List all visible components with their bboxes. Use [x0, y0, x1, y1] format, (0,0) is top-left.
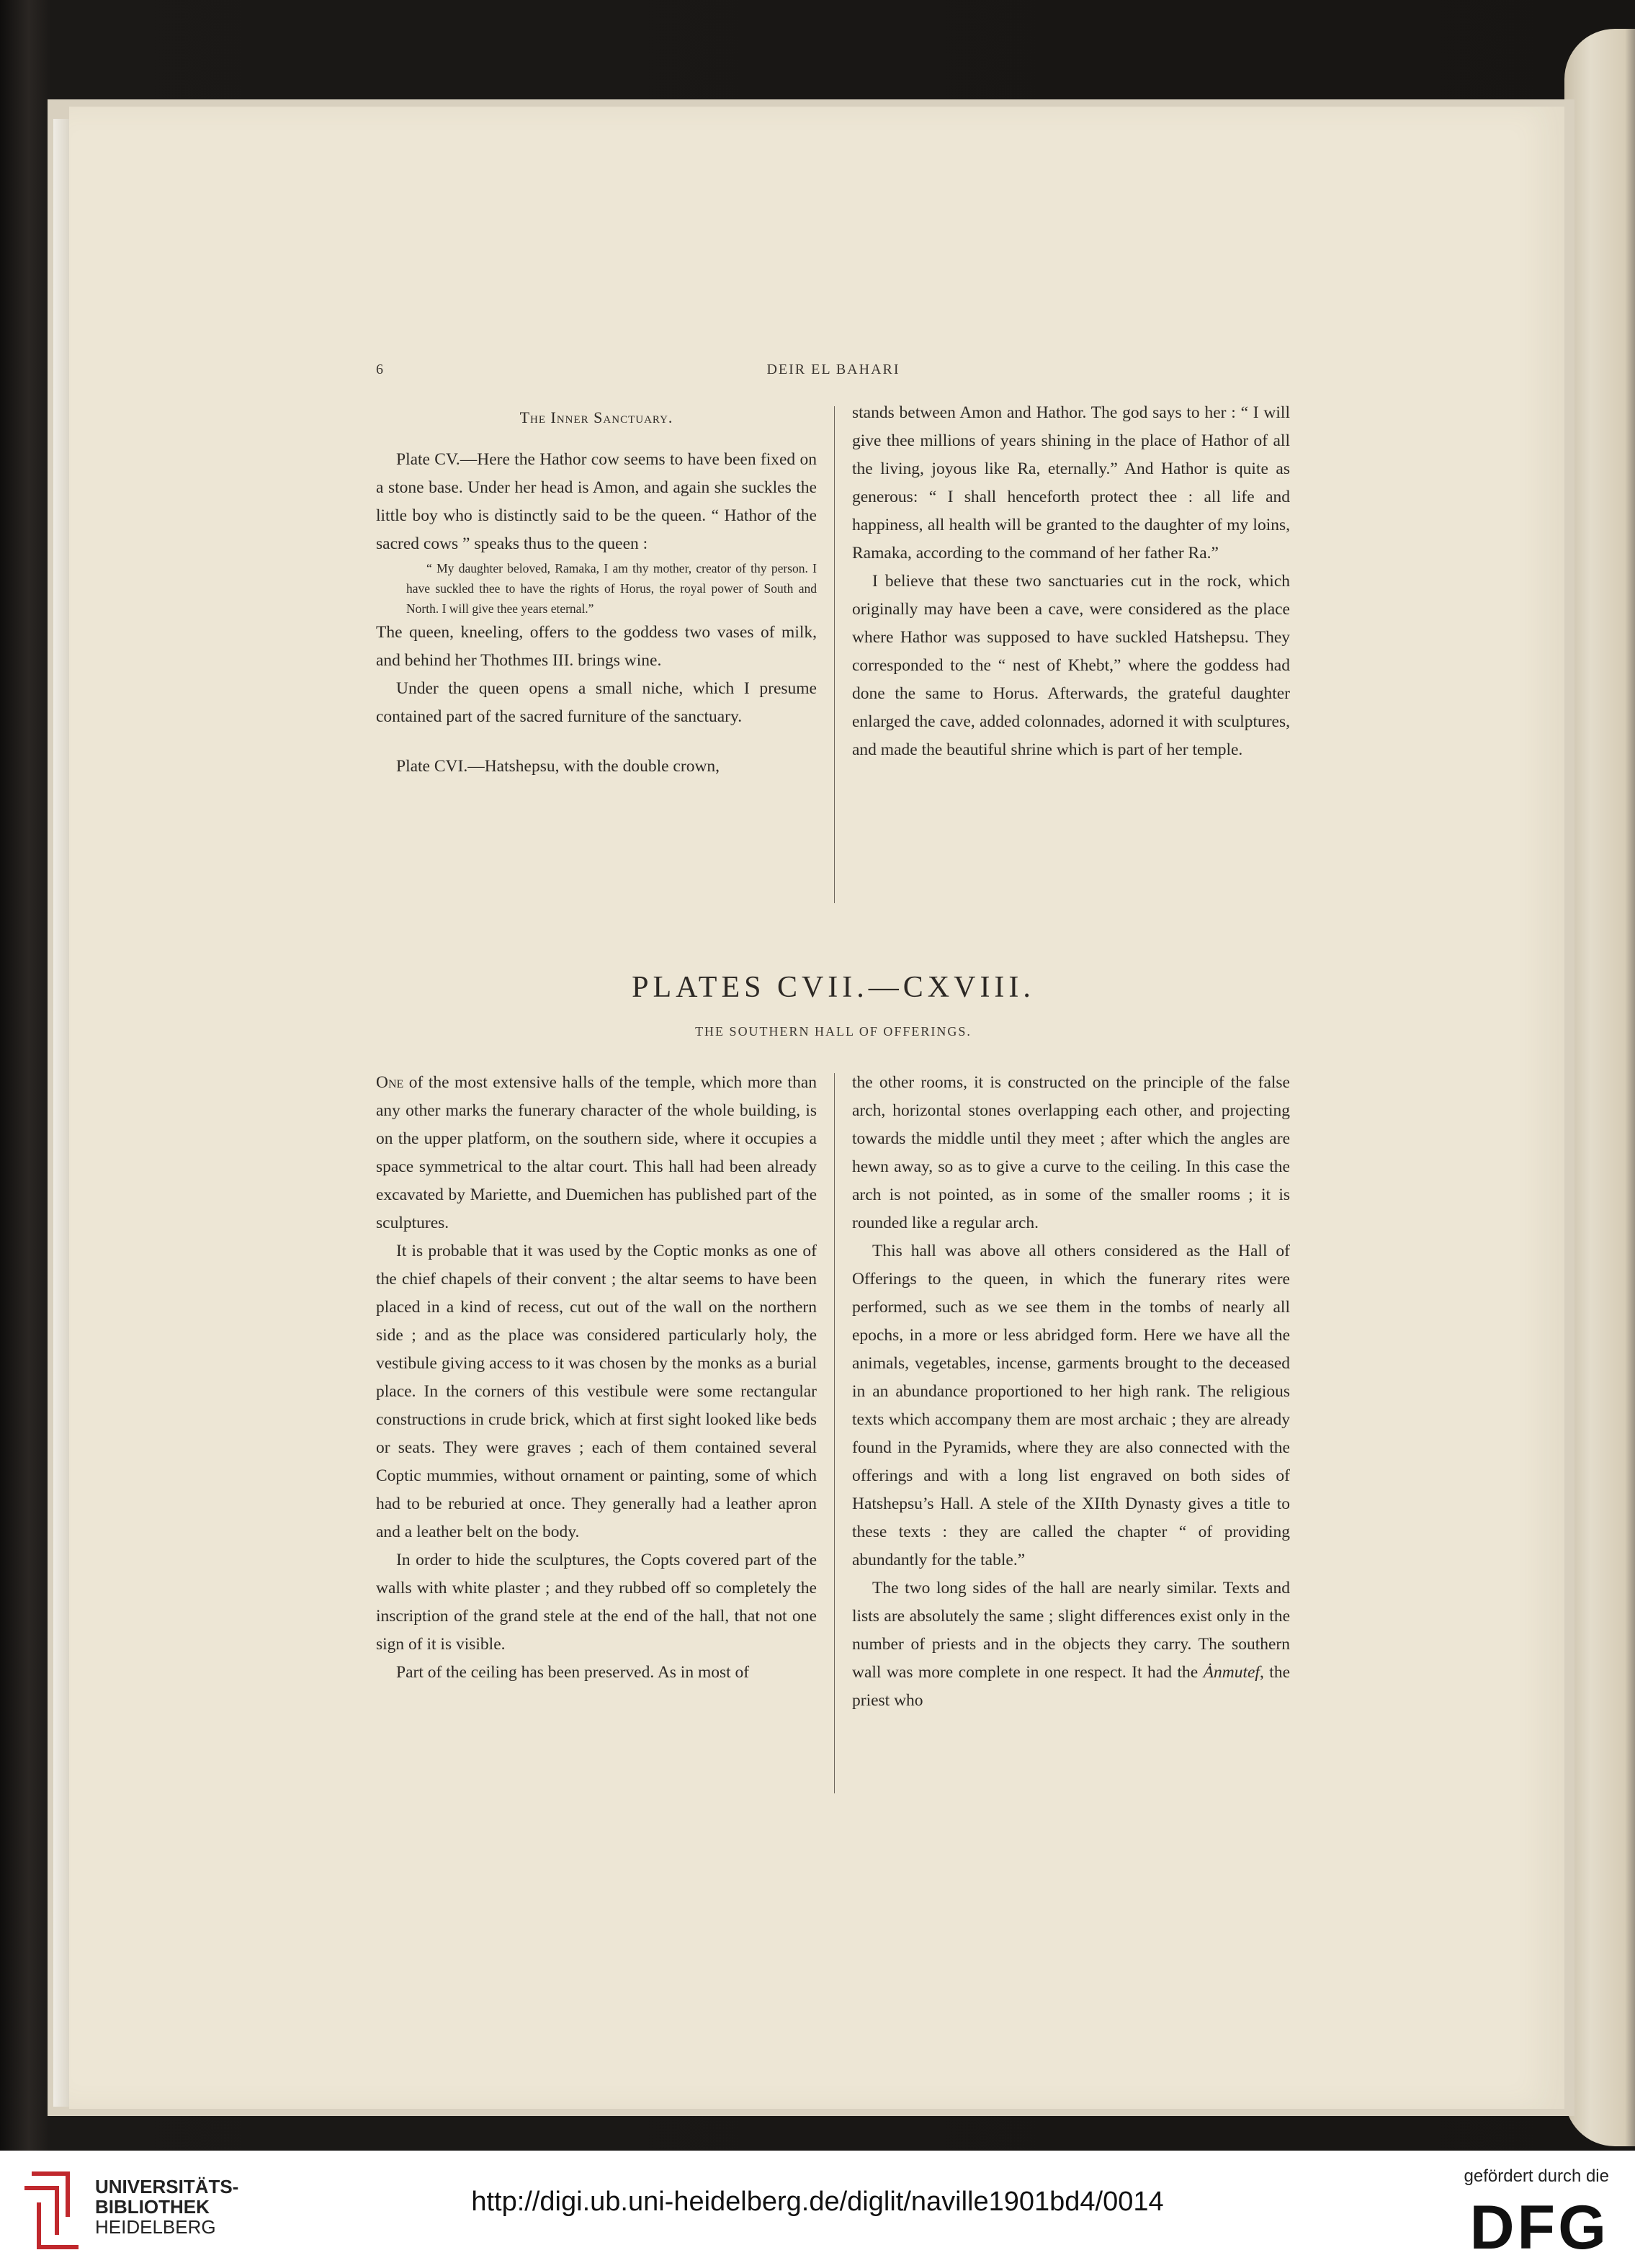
italic-term: Ȧnmutef — [1203, 1663, 1260, 1682]
library-line: HEIDELBERG — [95, 2216, 216, 2238]
section-heading: The Inner Sanctuary. — [519, 408, 673, 426]
right-column-bottom — [852, 1069, 1290, 1715]
paragraph — [376, 1069, 817, 1237]
paragraph: I believe that these two sanctuaries cut in the rock, which originally may have been a cave, were considered as the place where Hathor was supposed to have suckled Hatshepsu. They corresponded to the “ nest of Khebt,” where the goddess had done the same to Horus. Afterwards, the grateful daughter enlarged the cave, added colonnades, adorned it with sculptures, and made the beautiful shrine which is part of her temple. — [852, 572, 1290, 759]
paragraph: the other rooms, it is constructed on the principle of the false arch, horizontal stones overlapping each other, and projecting towards the middle until they meet ; after which the angles are hewn away, so as to give a curve to the ceiling. In this case the arch is not pointed, as in some of the smaller rooms ; it is rounded like a regular arch. — [852, 1073, 1290, 1232]
column-divider — [834, 406, 835, 903]
column-divider — [834, 1073, 835, 1793]
library-line: UNIVERSITÄTS- — [95, 2176, 239, 2197]
viewer-footer — [0, 2151, 1635, 2268]
library-line: BIBLIOTHEK — [95, 2196, 210, 2218]
funding-label: gefördert durch die — [1464, 2166, 1609, 2186]
left-column-bottom — [376, 1069, 817, 1687]
paragraph: Under the queen opens a small niche, which I presume contained part of the sacred furniture of the sanctuary. — [376, 679, 817, 726]
page-curl — [1564, 29, 1635, 2146]
section-subtitle: THE SOUTHERN HALL OF OFFERINGS. — [695, 1024, 972, 1039]
running-title: DEIR EL BAHARI — [766, 362, 900, 377]
left-column-top — [376, 403, 817, 781]
page-header — [376, 359, 1291, 385]
block-quote: “ My daughter beloved, Ramaka, I am thy mother, creator of thy person. I have suckled thee to have the rights of Horus, the royal power of South and North. I will give thee years eternal.” — [406, 561, 817, 616]
paragraph-text: , the priest who — [852, 1663, 1290, 1710]
dfg-logo: DFG — [1469, 2193, 1609, 2262]
paragraph: This hall was above all others considered as the Hall of Offerings to the queen, in which the funerary rites were performed, such as we see them in the tombs of nearly all epochs, in a more or less abridged form. Here we have all the animals, vegetables, incense, garments brought to the deceased in an abundance proportioned to her high rank. The religious texts which accompany them are most archaic ; they are already found in the Pyramids, where they are also connected with the offerings and with a long list engraved on both sides of Hatshepsu’s Hall. A stele of the XIIth Dynasty gives a title to these texts : they are called the chapter “ of providing abundantly for the table.” — [852, 1242, 1290, 1569]
paragraph: In order to hide the sculptures, the Copts covered part of the walls with white plaster ; and they rubbed off so completely the inscription of the grand stele at the end of the hall, that not one sign of it is visible. — [376, 1551, 817, 1654]
drop-word: One — [376, 1073, 404, 1092]
right-column-top — [852, 399, 1290, 764]
paragraph: stands between Amon and Hathor. The god says to her : “ I will give thee millions of years shining in the place of Hathor of all the living, joyous like Ra, eternally.” And Hathor is quite as generous: “ I shall henceforth protect thee : all life and happiness, all health will be granted to the daughter of my loins, Ramaka, according to the command of her father Ra.” — [852, 403, 1290, 562]
paragraph — [852, 1574, 1290, 1715]
paragraph-text: of the most extensive halls of the temple, which more than any other marks the funerary character of the whole building, is on the upper platform, on the southern side, where it occupies a space symmetrical to the altar court. This hall had been already excavated by Mariette, and Duemichen has published part of the sculptures. — [376, 1073, 817, 1232]
paragraph: Plate CV.—Here the Hathor cow seems to have been fixed on a stone base. Under her head is Amon, and again she suckles the little boy who is distinctly said to be the queen. “ Hathor of the sacred cows ” speaks thus to the queen : — [376, 450, 817, 553]
paragraph: It is probable that it was used by the Coptic monks as one of the chief chapels of their convent ; the altar seems to have been placed in a kind of recess, cut out of the wall on the northern side ; and as the place was considered particularly holy, the vestibule giving access to it was chosen by the monks as a burial place. In the corners of this vestibule were some rectangular constructions in crude brick, which at first sight looked like beds or seats. They were graves ; each of them contained several Coptic mummies, without ornament or painting, some of which had to be reburied at once. They generally had a leather apron and a leather belt on the body. — [376, 1242, 817, 1541]
paragraph-text: The two long sides of the hall are nearly similar. Texts and lists are absolutely the same ; slight differences exist only in the number of priests and in the objects they carry. The southern wall was more complete in one respect. It had the — [852, 1579, 1290, 1682]
book-page — [69, 107, 1564, 2109]
page-edge — [53, 119, 71, 2107]
paragraph: Part of the ceiling has been preserved. As in most of — [396, 1663, 750, 1682]
permalink-url[interactable]: http://digi.ub.uni-heidelberg.de/diglit/naville1901bd4/0014 — [471, 2187, 1164, 2217]
page-number: 6 — [376, 362, 385, 377]
paragraph: Plate CVI.—Hatshepsu, with the double crown, — [396, 757, 720, 776]
paragraph: The queen, kneeling, offers to the goddess two vases of milk, and behind her Thothmes III. brings wine. — [376, 623, 817, 670]
section-title: PLATES CVII.—CXVIII. — [632, 971, 1035, 1004]
